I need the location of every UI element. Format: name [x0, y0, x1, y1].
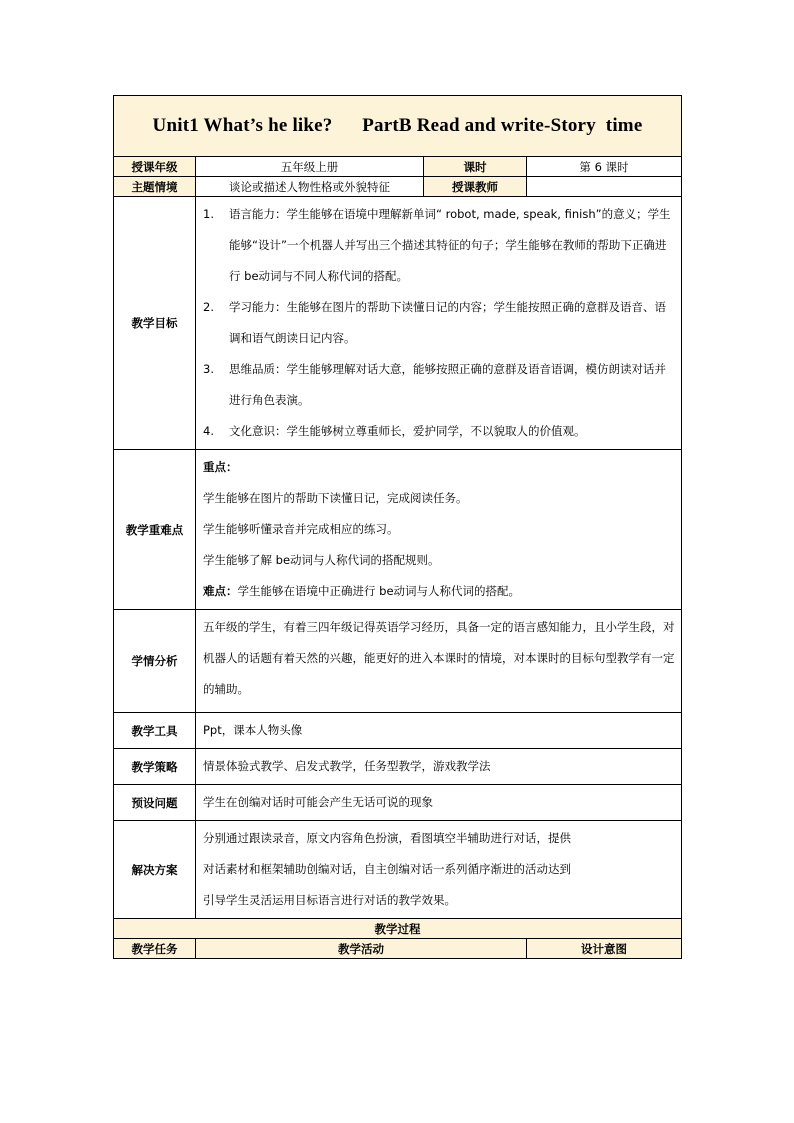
- goal-item: [203, 199, 675, 292]
- tools-row: [114, 713, 682, 749]
- solution-content: [196, 821, 682, 919]
- goal-number: 2.: [203, 300, 214, 314]
- tools-text: Ppt，课本人物头像: [196, 713, 682, 749]
- solution-line: 对话素材和框架辅助创编对话，自主创编对话一系列循序渐进的活动达到: [203, 862, 571, 876]
- lesson-title-unit: Unit1 What’s he like?: [152, 115, 333, 136]
- theme-label: 主题情境: [114, 177, 196, 197]
- goal-text: 学习能力：生能够在图片的帮助下读懂日记的内容；学生能按照正确的意群及语音、语调和语气朗读日记内容。: [229, 300, 666, 345]
- strategy-label: 教学策略: [114, 749, 196, 785]
- period-value: 第 6 课时: [527, 157, 682, 177]
- problems-row: [114, 785, 682, 821]
- strategy-text: 情景体验式教学、启发式教学，任务型教学，游戏教学法: [196, 749, 682, 785]
- problems-text: 学生在创编对话时可能会产生无话可说的现象: [196, 785, 682, 821]
- col-intent-header: 设计意图: [527, 939, 682, 959]
- period-label: 课时: [424, 157, 527, 177]
- goal-text: 语言能力：学生能够在语境中理解新单词“ robot, made, speak, finish”的意义；学生能够“设计”一个机器人并写出三个描述其特征的句子；学生能够在教师的帮助下正确进行 be动词与不同人称代词的搭配。: [229, 207, 671, 283]
- goals-list: [203, 199, 675, 447]
- solution-label: 解决方案: [114, 821, 196, 919]
- process-heading-row: [114, 919, 682, 939]
- key-point-item: 学生能够听懂录音并完成相应的练习。: [203, 522, 399, 536]
- teacher-value: [527, 177, 682, 197]
- col-activity-header: 教学活动: [196, 939, 527, 959]
- problems-label: 预设问题: [114, 785, 196, 821]
- difficult-point: [203, 576, 675, 607]
- goal-number: 1.: [203, 207, 214, 221]
- focus-label: 教学重难点: [114, 450, 196, 610]
- goals-label: 教学目标: [114, 197, 196, 450]
- goals-content: [196, 197, 682, 450]
- difficult-point-text: 学生能够在语境中正确进行 be动词与人称代词的搭配。: [237, 584, 521, 598]
- theme-row: [114, 177, 682, 197]
- strategy-row: [114, 749, 682, 785]
- goal-text: 文化意识：学生能够树立尊重师长，爱护同学，不以貌取人的价值观。: [229, 424, 586, 438]
- teacher-label: 授课教师: [424, 177, 527, 197]
- focus-content: [196, 450, 682, 610]
- focus-row: [114, 450, 682, 610]
- lesson-title-part: PartB Read and write-Story time: [362, 115, 643, 136]
- process-columns-row: [114, 939, 682, 959]
- analysis-text: 五年级的学生，有着三四年级记得英语学习经历，具备一定的语言感知能力，且小学生段，对机器人的话题有着天然的兴趣，能更好的进入本课时的情境，对本课时的目标句型教学有一定的辅助。: [196, 610, 682, 713]
- key-points-label: 重点：: [203, 460, 238, 474]
- analysis-label: 学情分析: [114, 610, 196, 713]
- grade-label: 授课年级: [114, 157, 196, 177]
- theme-value: 谈论或描述人物性格或外貌特征: [196, 177, 424, 197]
- goal-item: [203, 416, 675, 447]
- goal-item: [203, 292, 675, 354]
- solution-line: 引导学生灵活运用目标语言进行对话的教学效果。: [203, 893, 456, 907]
- title-row: [114, 96, 682, 157]
- goal-item: [203, 354, 675, 416]
- grade-row: [114, 157, 682, 177]
- lesson-title: [114, 96, 682, 157]
- goals-row: [114, 197, 682, 450]
- solution-row: [114, 821, 682, 919]
- solution-line: 分别通过跟读录音，原文内容角色扮演，看图填空半辅助进行对话，提供: [203, 831, 571, 845]
- goal-number: 3.: [203, 362, 214, 376]
- difficult-point-label: 难点：: [203, 584, 238, 598]
- key-point-item: 学生能够在图片的帮助下读懂日记，完成阅读任务。: [203, 491, 468, 505]
- goal-number: 4.: [203, 424, 214, 438]
- analysis-row: [114, 610, 682, 713]
- lesson-plan-table: [113, 95, 682, 959]
- goal-text: 思维品质：学生能够理解对话大意，能够按照正确的意群及语音语调，模仿朗读对话并进行角色表演。: [229, 362, 666, 407]
- key-point-item: 学生能够了解 be动词与人称代词的搭配规则。: [203, 553, 440, 567]
- tools-label: 教学工具: [114, 713, 196, 749]
- col-task-header: 教学任务: [114, 939, 196, 959]
- grade-value: 五年级上册: [196, 157, 424, 177]
- process-heading: 教学过程: [114, 919, 682, 939]
